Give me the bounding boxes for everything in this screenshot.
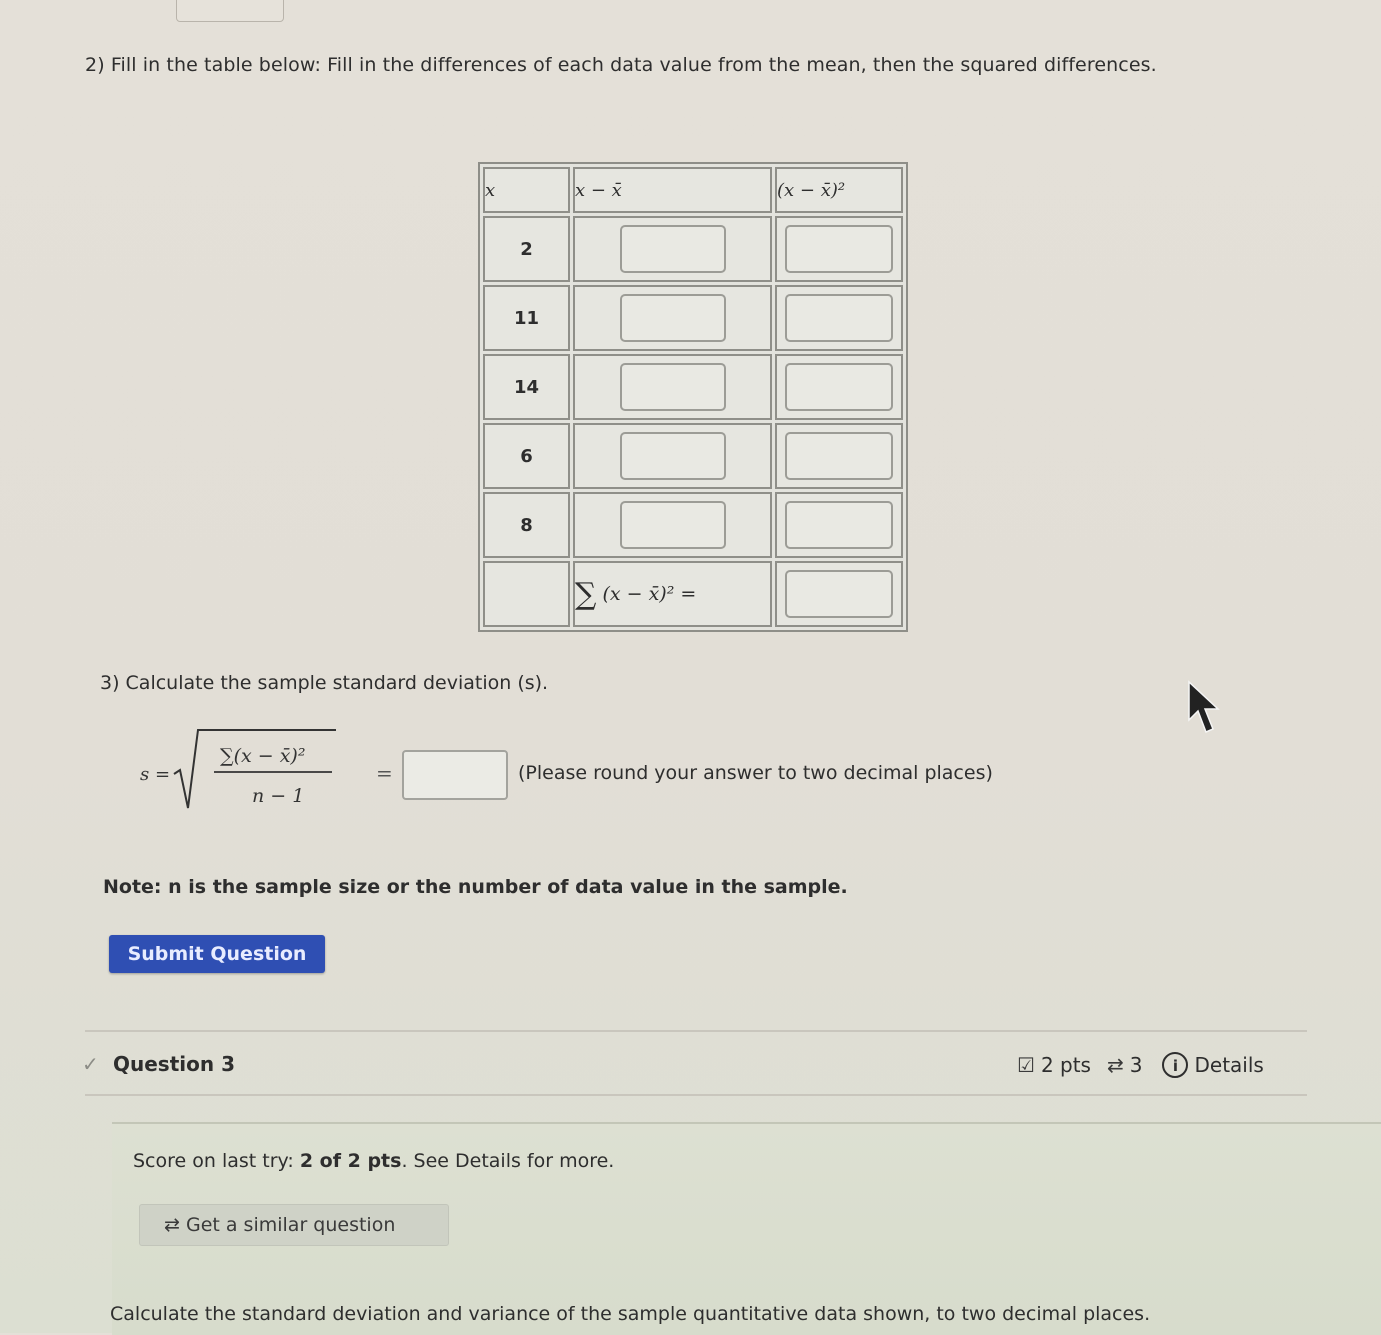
question-title: Question 3	[113, 1052, 235, 1076]
squared-input[interactable]	[785, 501, 893, 549]
question3-prompt: Calculate the standard deviation and variance of the sample quantitative data shown, to two decimal places.	[110, 1303, 1151, 1325]
squared-input[interactable]	[785, 225, 893, 273]
svg-text:s =: s =	[140, 764, 171, 785]
std-dev-answer-input[interactable]	[402, 750, 508, 800]
diff-input[interactable]	[620, 225, 726, 273]
x-value: 2	[483, 216, 570, 282]
squared-input[interactable]	[785, 363, 893, 411]
checkbox-edit-icon: ☑	[1017, 1053, 1035, 1077]
info-icon[interactable]: i	[1162, 1052, 1188, 1078]
x-value: 6	[483, 423, 570, 489]
diff-input[interactable]	[620, 432, 726, 480]
sample-size-note: Note: n is the sample size or the number of data value in the sample.	[103, 876, 848, 898]
sum-input[interactable]	[785, 570, 893, 618]
checkmark-icon: ✓	[82, 1052, 99, 1076]
empty-cell	[483, 561, 570, 627]
table-row	[483, 423, 903, 489]
std-dev-formula	[140, 722, 410, 812]
rounding-note: (Please round your answer to two decimal places)	[518, 762, 993, 784]
score-value: 2 of 2 pts	[299, 1150, 402, 1172]
mouse-cursor-icon	[1185, 680, 1225, 744]
header-x: x	[483, 167, 570, 213]
header-squared: (x − x̄)²	[775, 167, 903, 213]
question-meta	[1017, 1052, 1264, 1078]
diff-input[interactable]	[620, 294, 726, 342]
diff-input[interactable]	[620, 501, 726, 549]
diff-input[interactable]	[620, 363, 726, 411]
submit-question-button[interactable]: Submit Question	[109, 935, 325, 973]
retry-icon: ⇄	[164, 1214, 186, 1236]
sum-label: ∑ (x − x̄)² =	[573, 561, 772, 627]
retry-icon: ⇄	[1106, 1053, 1124, 1077]
details-link[interactable]: Details	[1194, 1053, 1264, 1077]
svg-text:∑(x − x̄)²: ∑(x − x̄)²	[220, 745, 306, 767]
x-value: 8	[483, 492, 570, 558]
sum-row	[483, 561, 903, 627]
part2-instruction: 2) Fill in the table below: Fill in the differences of each data value from the mean, then the squared differences.	[85, 54, 1157, 76]
svg-text:=: =	[376, 761, 393, 785]
get-similar-question-button[interactable]: ⇄ Get a similar question	[139, 1204, 449, 1246]
deviation-table	[478, 162, 908, 632]
previous-answer-input[interactable]	[176, 0, 284, 22]
divider	[85, 1094, 1307, 1096]
squared-input[interactable]	[785, 294, 893, 342]
svg-text:n − 1: n − 1	[252, 785, 305, 807]
part3-instruction: 3) Calculate the sample standard deviation (s).	[100, 672, 549, 694]
table-header-row	[483, 167, 903, 213]
table-row	[483, 216, 903, 282]
table-row	[483, 285, 903, 351]
sqrt-fraction-icon	[140, 722, 410, 812]
x-value: 14	[483, 354, 570, 420]
table-row	[483, 354, 903, 420]
x-value: 11	[483, 285, 570, 351]
score-text: Score on last try: 2 of 2 pts. See Details for more.	[133, 1150, 615, 1172]
divider	[85, 1030, 1307, 1032]
sigma-symbol: ∑	[575, 576, 597, 612]
squared-input[interactable]	[785, 432, 893, 480]
table-row	[483, 492, 903, 558]
points-label: 2 pts	[1040, 1053, 1091, 1077]
header-diff: x − x̄	[573, 167, 772, 213]
attempts-count: 3	[1129, 1053, 1143, 1077]
